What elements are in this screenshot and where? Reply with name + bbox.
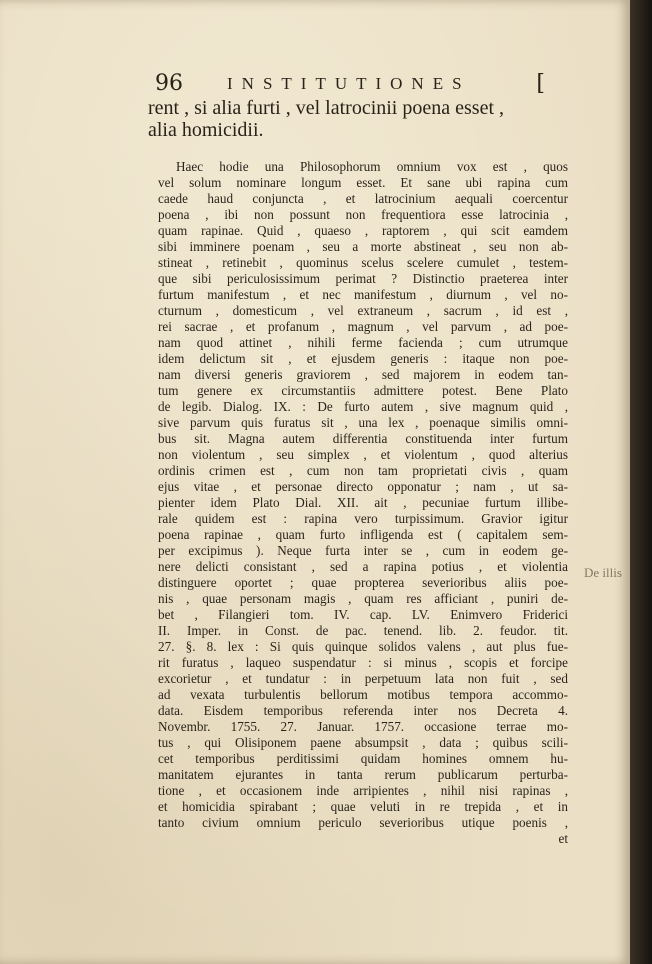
text-line: tum genere ex circumstantiis admittere potest. Bene Plato: [158, 383, 568, 398]
main-paragraph: [158, 159, 568, 847]
text-line: rale quidem est : rapina vero turpissimum. Gravior igitur: [158, 511, 568, 526]
text-line: Novembr. 1755. 27. Januar. 1757. occasione terrae mo-: [158, 719, 568, 734]
text-line: idem delictum sit , et ejusdem generis : itaque non poe-: [158, 351, 568, 366]
continued-paragraph: [148, 97, 578, 141]
text-line: de legib. Dialog. IX. : De furto autem , sive magnum quid ,: [158, 399, 568, 414]
text-line: nam quod attinet , nihili ferme facienda ; cum utrumque: [158, 335, 568, 350]
page-number: 96: [155, 71, 183, 96]
text-line: bet , Filangieri tom. IV. cap. LV. Enimvero Friderici: [158, 607, 568, 622]
text-line: excorietur , et tundatur : in perpetuum lata non fuit , sed: [158, 671, 568, 686]
text-line: nam diversi generis graviorem , sed majorem in eodem tan-: [158, 367, 568, 382]
text-line: vel solum nominare longum esset. Et sane ubi rapina cum: [158, 175, 568, 190]
text-line: non violentum , seu simplex , et violentum , quod alterius: [158, 447, 568, 462]
text-line: II. Imper. in Const. de pac. tenend. lib. 2. feudor. tit.: [158, 623, 568, 638]
header-bracket: [: [536, 71, 545, 96]
running-head: [155, 70, 545, 98]
text-line: poena rapinae , quam furto infligenda est ( capitalem sem-: [158, 527, 568, 542]
text-line: tus , qui Olisiponem paene absumpsit , data ; quibus scili-: [158, 735, 568, 750]
text-line: bus sit. Magna autem differentia constituenda inter furtum: [158, 431, 568, 446]
text-line: distinguere oportet ; quae propterea severioribus aliis poe-: [158, 575, 568, 590]
text-line: 27. §. 8. lex : Si quis quinque solidos valens , aut plus fue-: [158, 639, 568, 654]
text-line: nis , quae personam magis , quam res afficiant , puniri de-: [158, 591, 568, 606]
text-line: data. Eisdem temporibus referenda inter nos Decreta 4.: [158, 703, 568, 718]
text-line: ad vexata turbulentis bellorum motibus tempora accommo-: [158, 687, 568, 702]
text-line: tione , et occasionem inde arripientes , nihil nisi rapinas ,: [158, 783, 568, 798]
text-line: sibi imminere poenam , seu a morte abstineat , seu non ab-: [158, 239, 568, 254]
text-line: rei sacrae , et profanum , magnum , vel parvum , ad poe-: [158, 319, 568, 334]
text-line: et homicidia spirabant ; quae veluti in re trepida , et in: [158, 799, 568, 814]
text-line: cet temporibus perditissimi quidam homines omnem hu-: [158, 751, 568, 766]
page-edge-shadow: [630, 0, 652, 964]
text-line: cturnum , domesticum , vel extraneum , sacrum , id est ,: [158, 303, 568, 318]
catchword: et: [558, 831, 568, 846]
text-line: pienter idem Plato Dial. XII. ait , pecuniae furtum illibe-: [158, 495, 568, 510]
text-line: stineat , retinebit , quominus scelus scelere cumulet , testem-: [158, 255, 568, 270]
margin-note: De illis: [584, 565, 622, 580]
text-line: nere delicti consistant , sed a rapina potius , et violentia: [158, 559, 568, 574]
text-line: alia homicidii.: [148, 119, 264, 141]
text-line: ordinis crimen est , cum non tam proprietati civis , quam: [158, 463, 568, 478]
text-line: furtum manifestum , et nec manifestum , diurnum , vel no-: [158, 287, 568, 302]
text-line: ejus vitae , et personae directo opponatur ; nam , ut sa-: [158, 479, 568, 494]
text-line: per excipimus ). Neque furta inter se , cum in eodem ge-: [158, 543, 568, 558]
text-line: manitatem ejurantes in tanta rerum publicarum perturba-: [158, 767, 568, 782]
text-line: que sibi periculosissimum perimat ? Distinctio praeterea inter: [158, 271, 568, 286]
header-title: INSTITUTIONES: [227, 74, 471, 93]
text-line: rent , si alia furti , vel latrocinii poena esset ,: [148, 97, 504, 119]
text-line: poena , ibi non possunt non frequentiora esse latrocinia ,: [158, 207, 568, 222]
text-line: quam rapinae. Quid , quaeso , raptorem , qui scit eamdem: [158, 223, 568, 238]
text-line: rit furatus , laqueo suspendatur : si minus , scopis et forcipe: [158, 655, 568, 670]
text-line: sive parvum quis furatus sit , una lex , poenaque similis omni-: [158, 415, 568, 430]
text-line: Haec hodie una Philosophorum omnium vox est , quos: [176, 159, 568, 174]
text-line: caede haud conjuncta , et latrocinium aequali coercentur: [158, 191, 568, 206]
text-line: tanto civium omnium periculo severioribus utique poenis ,: [158, 815, 568, 830]
